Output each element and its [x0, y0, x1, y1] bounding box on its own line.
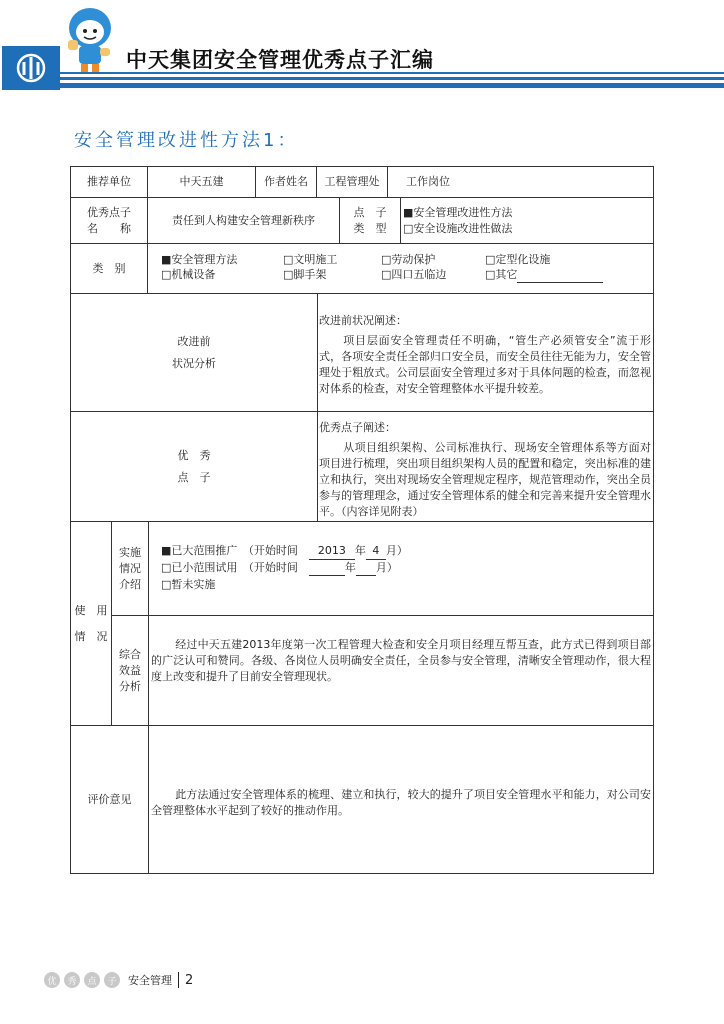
- benefit-label-line1: 综合: [119, 647, 141, 661]
- company-logo: [2, 46, 60, 90]
- implementation-label: [112, 522, 148, 615]
- footer-label: 安全管理: [128, 974, 172, 987]
- idea-type-label-line2: 类 型: [353, 221, 387, 235]
- benefit-label-line3: 分析: [119, 679, 141, 693]
- type-option-facility[interactable]: □安全设施改进性做法: [403, 221, 513, 235]
- impl-option-trial[interactable]: [161, 560, 641, 576]
- impl-option-wide-suffix: 月）: [385, 544, 408, 557]
- footer-dot: 点: [84, 972, 100, 988]
- post-value: [471, 167, 651, 197]
- recommend-unit-value: 中天五建: [179, 175, 224, 188]
- category-machinery[interactable]: □机械设备: [161, 268, 216, 281]
- recommend-unit-label: 推荐单位: [87, 175, 131, 188]
- idea-name-value: 责任到人构建安全管理新秩序: [172, 213, 315, 227]
- category-options-row2: [161, 267, 651, 283]
- category-openings-edges[interactable]: □四口五临边: [381, 268, 447, 281]
- impl-option-wide-month: 4: [366, 543, 386, 560]
- idea-type-label-line1: 点 子: [353, 205, 387, 219]
- impl-option-trial-year-unit: 年: [344, 561, 356, 574]
- idea-type-label: [340, 198, 400, 243]
- mascot-image: [62, 4, 118, 76]
- before-analysis-label: [71, 294, 317, 411]
- category-civilized-construction[interactable]: □文明施工: [283, 253, 338, 266]
- type-option-management[interactable]: ■安全管理改进性方法: [403, 205, 513, 219]
- before-analysis-label-line1: 改进前: [177, 334, 211, 348]
- benefit-text: 经过中天五建2013年度第一次工程管理大检查和安全月项目经理互帮互查，此方式已得到项目部的广泛认可和赞同。各级、各岗位人员明确安全责任，全员参与安全管理，清晰安全管理动作，很大程度上改变和提升了目前安全管理现状。: [151, 638, 651, 683]
- author-value: 工程管理处: [324, 175, 380, 188]
- category-label: 类 别: [92, 261, 126, 275]
- header-title: 中天集团安全管理优秀点子汇编: [126, 48, 434, 72]
- before-analysis-text: 项目层面安全管理责任不明确，“管生产必须管安全”流于形式，各项安全责任全部归口安全员，而安全员往往无能为力，安全管理处于粗放式。公司层面安全管理过多对于具体问题的检查，而忽视对体系的检查，对安全管理整体水平提升较差。: [319, 334, 651, 395]
- idea-name-label-line2: 名 称: [87, 221, 131, 235]
- category-safety-method[interactable]: ■安全管理方法: [161, 253, 238, 266]
- page-number: 2: [185, 972, 194, 988]
- post-label: 工作岗位: [406, 175, 450, 188]
- evaluation-text: 此方法通过安全管理体系的梳理、建立和执行，较大的提升了项目安全管理水平和能力，对公司安全管理整体水平起到了较好的推动作用。: [151, 788, 651, 817]
- footer-dot: 秀: [64, 972, 80, 988]
- impl-option-trial-year-blank: [309, 562, 345, 576]
- excellent-idea-text: 从项目组织架构、公司标准执行、现场安全管理体系等方面对项目进行梳理，突出项目组织架构人员的配置和稳定，突出标准的建立和执行，突出对现场安全管理规定程序，规范管理动作，突出全员参与的管理理念，通过安全管理体系的健全和完善来提升安全管理水平。（内容详见附表）: [319, 441, 651, 518]
- before-analysis-heading: 改进前状况阐述：: [319, 314, 407, 327]
- excellent-idea-label: [71, 412, 317, 521]
- impl-option-wide[interactable]: [161, 543, 641, 560]
- impl-option-trial-suffix: 月）: [375, 561, 398, 574]
- excellent-idea-label-line2: 点 子: [177, 470, 211, 484]
- category-other[interactable]: [485, 267, 603, 283]
- usage-label-line2: 情 况: [74, 629, 108, 643]
- category-labor-protection[interactable]: □劳动保护: [381, 253, 436, 266]
- excellent-idea-heading: 优秀点子阐述：: [319, 421, 396, 434]
- impl-option-none[interactable]: □暂未实施: [161, 578, 216, 591]
- page-footer: [44, 970, 193, 990]
- category-scaffolding[interactable]: □脚手架: [283, 268, 327, 281]
- section-title: 安全管理改进性方法1：: [74, 130, 299, 151]
- benefit-label-line2: 效益: [119, 663, 141, 677]
- idea-name-label: [71, 198, 147, 243]
- implementation-label-line3: 介绍: [119, 577, 141, 591]
- benefit-label: [112, 616, 148, 725]
- usage-label-line1: 使 用: [74, 603, 108, 617]
- category-other-label: □其它: [485, 268, 518, 281]
- category-options-row1: [161, 252, 651, 268]
- before-analysis-label-line2: 状况分析: [172, 356, 216, 370]
- excellent-idea-label-line1: 优 秀: [177, 448, 211, 462]
- author-label: 作者姓名: [264, 175, 308, 188]
- impl-option-trial-month-blank: [356, 562, 376, 576]
- idea-type-options: [403, 198, 651, 243]
- footer-divider: [178, 972, 179, 988]
- impl-option-wide-year: 2013: [309, 543, 355, 560]
- evaluation-label: 评价意见: [87, 792, 132, 806]
- impl-option-wide-prefix: ■已大范围推广 （开始时间: [161, 544, 309, 557]
- idea-name-label-line1: 优秀点子: [87, 205, 131, 219]
- footer-dot: 优: [44, 972, 60, 988]
- submission-form: [70, 166, 654, 874]
- header-stripes: [60, 72, 724, 88]
- implementation-label-line1: 实施: [119, 545, 141, 559]
- logo-icon: [14, 53, 48, 83]
- usage-label: [71, 522, 111, 725]
- implementation-label-line2: 情况: [119, 561, 141, 575]
- category-other-blank: [517, 270, 603, 283]
- category-standard-facility[interactable]: □定型化设施: [485, 253, 551, 266]
- footer-dot: 子: [104, 972, 120, 988]
- impl-option-trial-prefix: □已小范围试用 （开始时间: [161, 561, 309, 574]
- impl-option-wide-year-unit: 年: [354, 544, 366, 557]
